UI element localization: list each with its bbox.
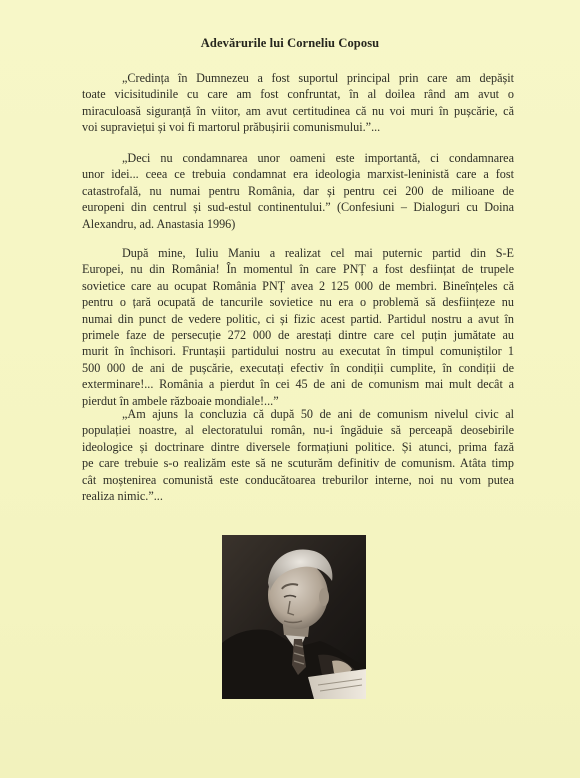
text-line: pe care trebuie s-o realizăm este să ne scuturăm definitiv de comunism. Atâta timp — [82, 456, 514, 471]
text-line: După mine, Iuliu Maniu a realizat cel mai puternic partid din S-E — [122, 246, 514, 260]
text-line: 500 000 de ani de pușcărie, executați efectiv în condiții cumplite, în condiții de — [82, 360, 514, 375]
text-line: miraculoasă siguranță în viitor, am avut certitudinea că nu voi muri în pușcărie, că — [82, 103, 514, 118]
text-line: catastrofală, nu numai pentru România, dar și pentru cei 200 de milioane de — [82, 183, 514, 198]
quote-paragraph-4 — [82, 406, 514, 504]
text-line: exterminare!... România a pierdut în cei 45 de ani de comunism mai mult decât a — [82, 377, 514, 392]
portrait-illustration — [222, 535, 366, 699]
text-line: murit în închisori. Fruntașii partidului nostru au executat în timpul comuniștilor 1 — [82, 344, 514, 359]
page-title: Adevărurile lui Corneliu Coposu — [200, 36, 380, 50]
text-line: europeni din centrul și sud-estul continentului.” (Confesiuni – Dialoguri cu Doina — [82, 200, 514, 215]
text-line: populației noastre, al electoratului român, nu-i îngăduie să perceapă deosebirile — [82, 423, 514, 438]
text-line: primele faze de persecuție 272 000 de arestați dintre care cel puțin jumătate au — [82, 328, 514, 343]
text-line: pentru o țară ocupată de tancurile sovietice nu era o problemă să desființeze nu — [82, 295, 514, 310]
text-line: numai din punct de vedere politic, ci și fizic acest partid. Partidul nostru a avut în — [82, 311, 514, 326]
quote-paragraph-3 — [82, 245, 514, 409]
text-line: voi supraviețui și voi fi martorul prăbușirii comunismului.”... — [82, 120, 381, 135]
text-line: unor idei... ceea ce trebuia condamnat era ideologia marxist-leninistă care a fost — [82, 167, 514, 182]
text-line: „Am ajuns la concluzia că după 50 de ani de comunism nivelul civic al — [122, 407, 514, 421]
text-line: ideologice și doctrinare dintre diversele formațiuni politice. Și atunci, prima fază — [82, 439, 514, 454]
text-line: Europei, nu din România! În momentul în care PNȚ a fost desființat de trupele — [82, 262, 514, 277]
quote-paragraph-1 — [82, 70, 514, 136]
text-line: Alexandru, ad. Anastasia 1996) — [82, 216, 236, 231]
text-line: „Credința în Dumnezeu a fost suportul principal prin care am depășit — [122, 71, 514, 85]
quote-paragraph-2 — [82, 150, 514, 232]
text-line: pierdut în ambele războaie mondiale!...” — [82, 393, 279, 408]
text-line: „Deci nu condamnarea unor oameni este importantă, ci condamnarea — [122, 151, 514, 165]
text-line: cât moștenirea comunistă este conducătoarea treburilor interne, noi nu vom putea — [82, 472, 514, 487]
text-line: realiza nimic.”... — [82, 489, 163, 504]
text-line: sovietice care au ocupat România PNȚ avea 2 125 000 de membri. Bineînțeles că — [82, 278, 514, 293]
portrait-photo — [222, 535, 366, 699]
text-line: toate vicisitudinile cu care am fost confruntat, în al doilea rând am avut o — [82, 87, 514, 102]
